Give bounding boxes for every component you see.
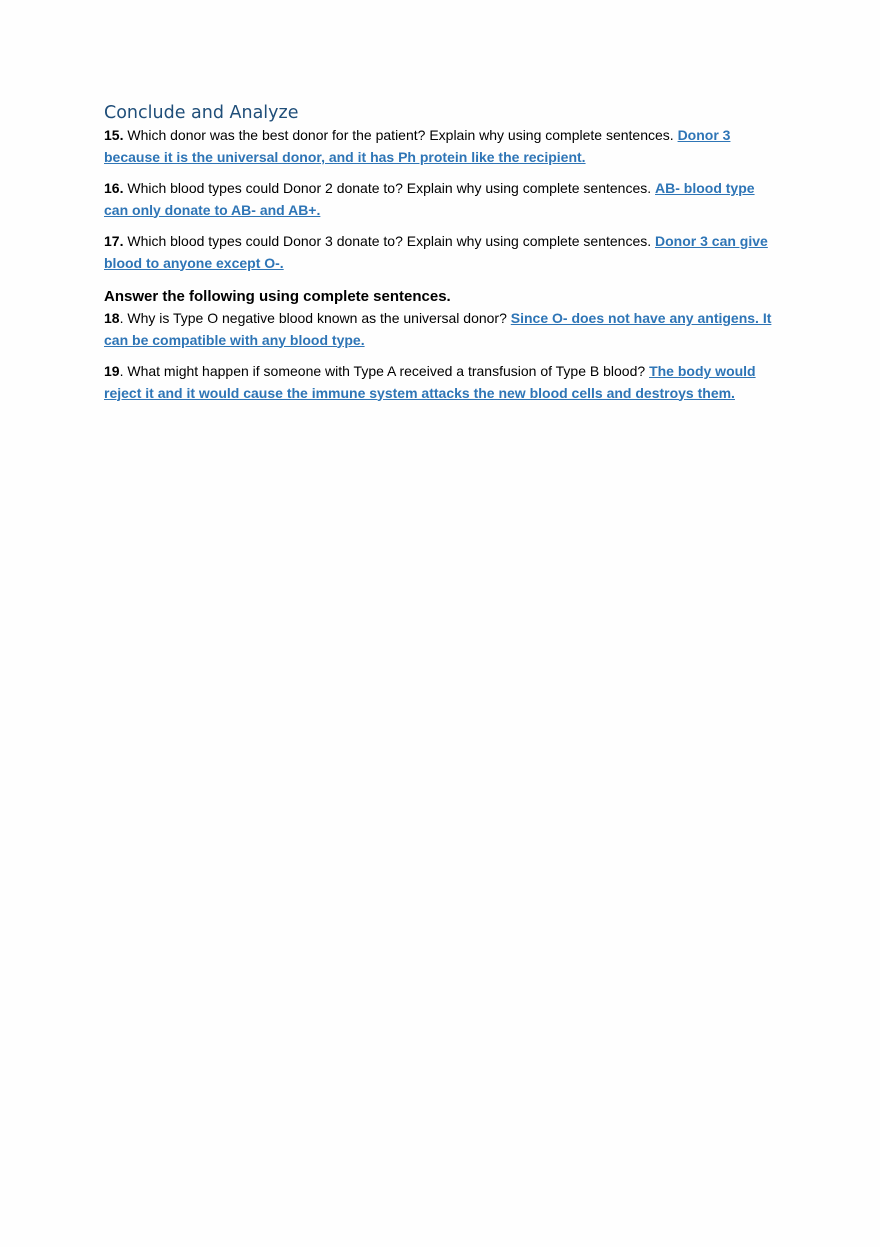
question-18 bbox=[104, 308, 780, 351]
question-text: . Why is Type O negative blood known as the universal donor? bbox=[119, 310, 511, 326]
question-15 bbox=[104, 125, 780, 168]
answer-text: AB- blood type can only donate to AB- and AB+. bbox=[104, 180, 755, 218]
question-number: 17. bbox=[104, 233, 124, 249]
question-text: Which blood types could Donor 3 donate to? Explain why using complete sentences. bbox=[123, 233, 656, 249]
document-content bbox=[104, 102, 780, 414]
answer-text: Since O- does not have any antigens. It can be compatible with any blood type. bbox=[104, 310, 772, 348]
question-text: Which blood types could Donor 2 donate to? Explain why using complete sentences. bbox=[123, 180, 656, 196]
answer-text: Donor 3 because it is the universal donor, and it has Ph protein like the recipient. bbox=[104, 127, 731, 165]
subsection-heading: Answer the following using complete sentences. bbox=[104, 288, 451, 305]
question-number: 18 bbox=[104, 310, 120, 326]
question-17 bbox=[104, 231, 780, 274]
question-16 bbox=[104, 178, 780, 221]
section-heading: Conclude and Analyze bbox=[104, 103, 299, 123]
answer-text: Donor 3 can give blood to anyone except O-. bbox=[104, 233, 768, 271]
question-text: . What might happen if someone with Type A received a transfusion of Type B blood? bbox=[119, 363, 650, 379]
answer-text: The body would reject it and it would cause the immune system attacks the new blood cells and destroys them. bbox=[104, 363, 756, 401]
question-number: 19 bbox=[104, 363, 120, 379]
question-text: Which donor was the best donor for the patient? Explain why using complete sentences. bbox=[123, 127, 678, 143]
question-number: 16. bbox=[104, 180, 124, 196]
question-19 bbox=[104, 361, 780, 404]
question-number: 15. bbox=[104, 127, 124, 143]
